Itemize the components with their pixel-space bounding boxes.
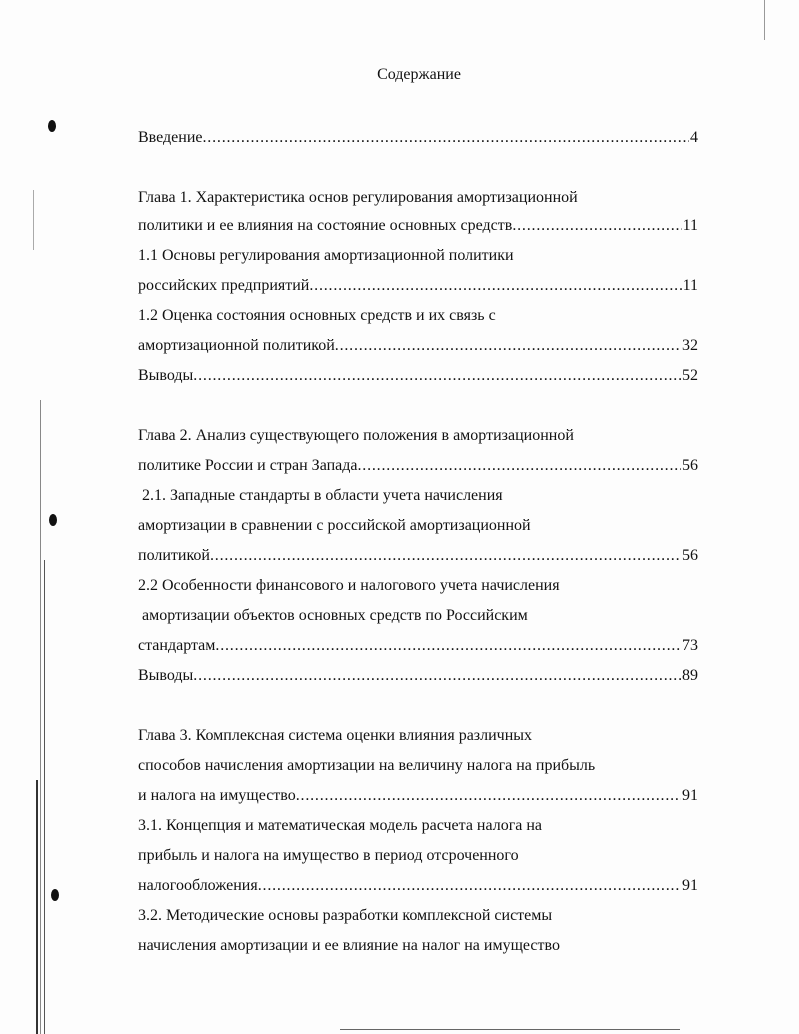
dot-leader	[193, 666, 681, 686]
toc-entry	[138, 276, 698, 296]
toc-entry-page: 52	[682, 367, 698, 384]
dot-leader	[203, 128, 690, 148]
toc-entry	[138, 666, 698, 686]
toc-entry-text: политикой	[138, 547, 210, 564]
dot-leader	[296, 786, 681, 806]
toc-entry-text: 1.1 Основы регулирования амортизационной политики	[138, 247, 514, 264]
toc-entry-text: 3.1. Концепция и математическая модель расчета налога на	[138, 817, 543, 834]
dot-leader	[193, 366, 681, 386]
toc-entry	[138, 786, 698, 806]
scan-edge-line	[764, 0, 765, 40]
toc-entry-text: политики и ее влияния на состояние основных средств	[138, 217, 513, 234]
toc-entry-page: 11	[682, 277, 698, 294]
scan-edge-line	[40, 400, 41, 1034]
toc-entry-text: прибыль и налога на имущество в период отсроченного	[138, 847, 519, 864]
toc-entry	[138, 216, 698, 236]
toc-entry-page: 32	[682, 337, 698, 354]
toc-entry-page: 56	[682, 457, 698, 474]
toc-entry	[138, 336, 698, 356]
toc-entry-text: политике России и стран Запада	[138, 457, 358, 474]
toc-entry-text: 3.2. Методические основы разработки комплексной системы	[138, 907, 553, 924]
scan-edge-line	[33, 190, 34, 250]
toc-entry-page: 11	[682, 217, 698, 234]
dot-leader	[210, 546, 681, 566]
scan-mark	[48, 120, 56, 132]
toc-entry	[138, 546, 698, 566]
toc-entry-page: 91	[682, 787, 698, 804]
toc-entry-text: 2.2 Особенности финансового и налогового учета начисления	[138, 577, 560, 594]
scan-mark	[49, 514, 57, 526]
toc-entry-text: 2.1. Западные стандарты в области учета начисления	[138, 487, 503, 504]
dot-leader	[258, 876, 681, 896]
toc-entry-text: и налога на имущество	[138, 787, 296, 804]
scan-edge-line	[36, 780, 38, 1034]
dot-leader	[335, 336, 681, 356]
toc-entry-text: Выводы	[138, 367, 194, 384]
toc-entry-text: начисления амортизации и ее влияние на налог на имущество	[138, 937, 560, 954]
toc-entry-text: амортизации объектов основных средств по Российским	[138, 607, 528, 624]
toc-entry-page: 4	[690, 129, 698, 146]
dot-leader	[357, 456, 681, 476]
toc-entry-text: Введение	[138, 129, 203, 146]
toc-entry-text: способов начисления амортизации на величину налога на прибыль	[138, 757, 596, 774]
dot-leader	[512, 216, 681, 236]
toc-entry	[138, 366, 698, 386]
toc-entry	[138, 128, 698, 148]
toc-entry	[138, 636, 698, 656]
toc-entry-text: Глава 2. Анализ существующего положения в амортизационной	[138, 427, 574, 444]
dot-leader	[309, 276, 681, 296]
toc-entry-text: российских предприятий	[138, 277, 310, 294]
toc-entry-text: Глава 3. Комплексная система оценки влияния различных	[138, 727, 533, 744]
toc-entry	[138, 876, 698, 896]
page-title: Содержание	[377, 66, 461, 83]
toc-entry-text: амортизационной политикой	[138, 337, 335, 354]
toc-entry-page: 73	[682, 637, 698, 654]
toc-entry-text: стандартам	[138, 637, 216, 654]
toc-entry-text: 1.2 Оценка состояния основных средств и их связь с	[138, 307, 496, 324]
toc-entry	[138, 456, 698, 476]
scan-mark	[51, 889, 59, 901]
bottom-rule	[340, 1029, 680, 1030]
toc-entry-text: Глава 1. Характеристика основ регулирования амортизационной	[138, 189, 578, 206]
toc-entry-page: 91	[682, 877, 698, 894]
toc-entry-text: Выводы	[138, 667, 194, 684]
dot-leader	[215, 636, 681, 656]
toc-entry-page: 56	[682, 547, 698, 564]
toc-entry-text: налогообложения	[138, 877, 258, 894]
toc-entry-page: 89	[682, 667, 698, 684]
toc-entry-text: амортизации в сравнении с российской амортизационной	[138, 517, 531, 534]
scan-edge-line	[44, 560, 45, 1034]
